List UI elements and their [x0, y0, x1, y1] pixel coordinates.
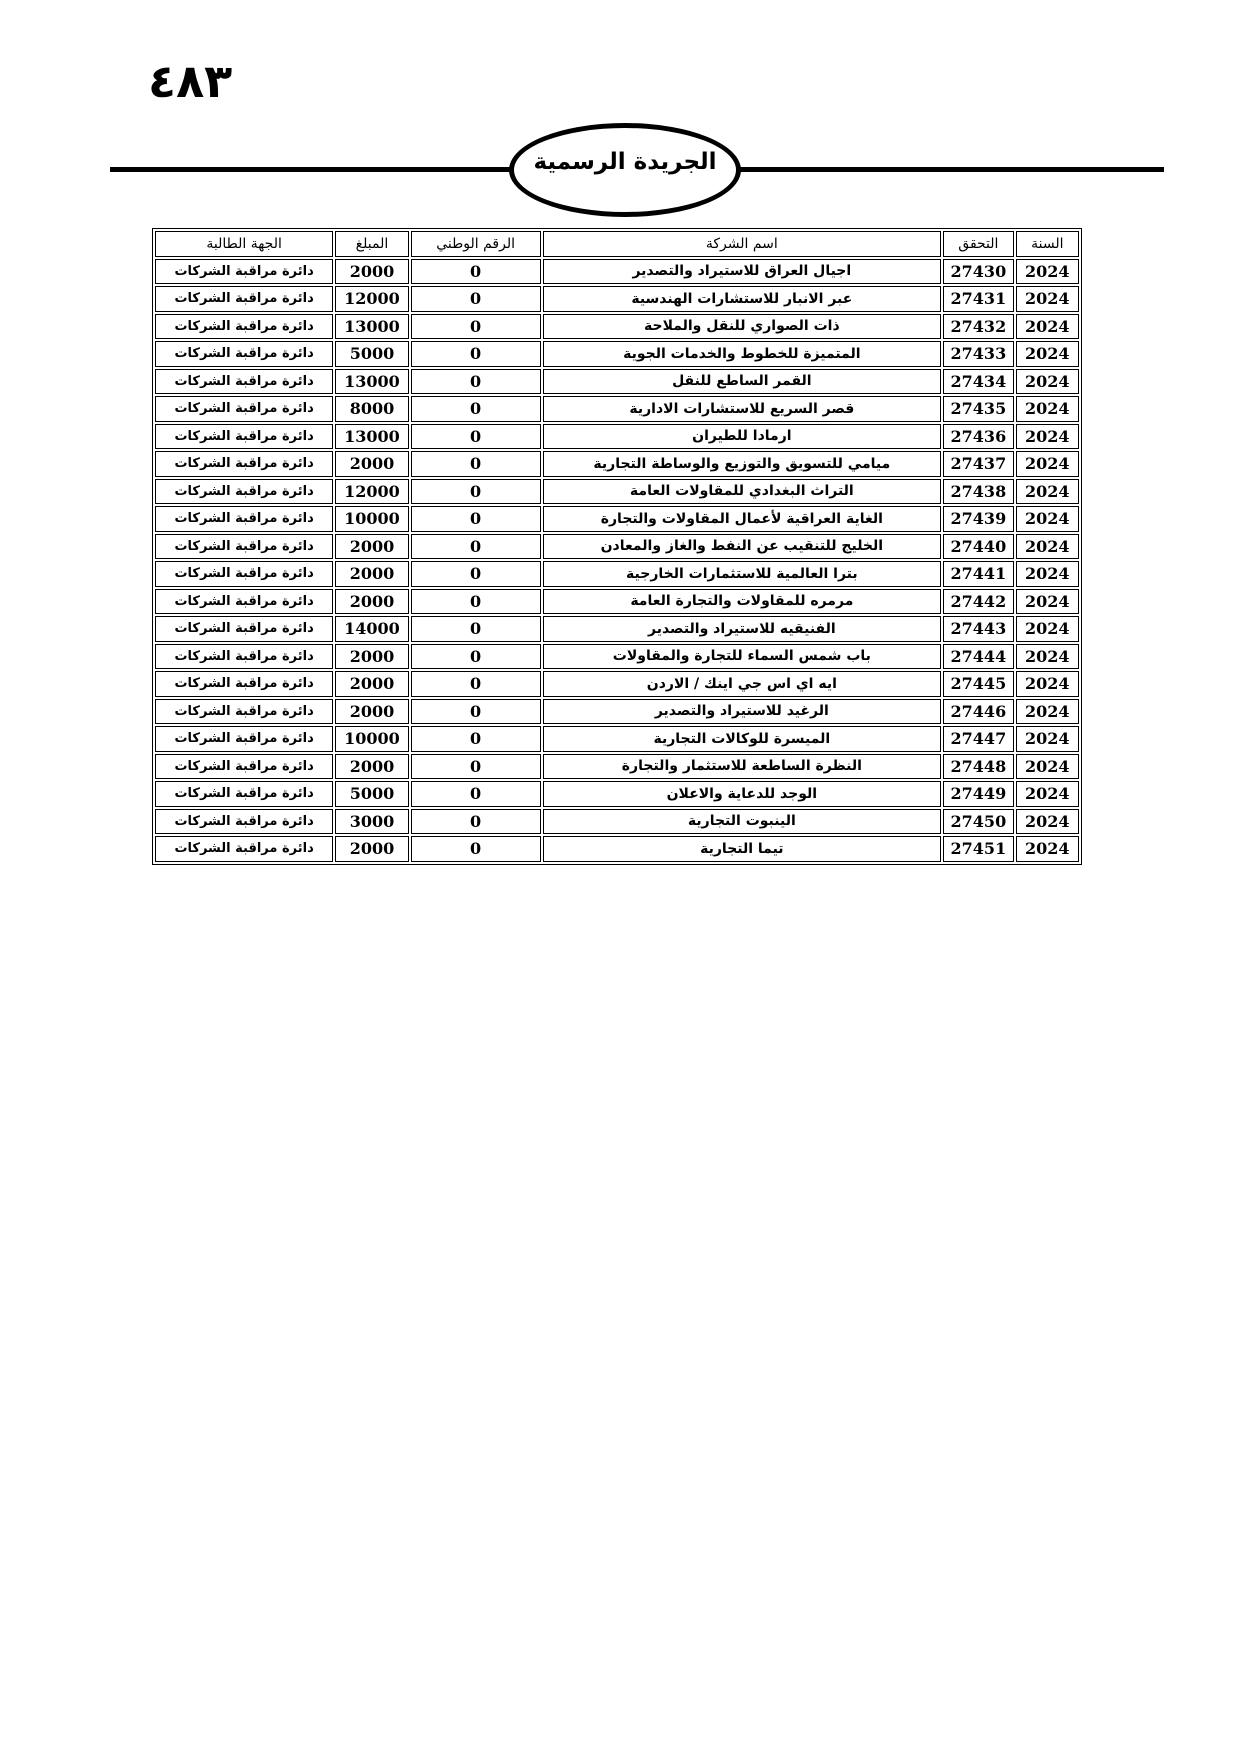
cell-company: قصر السريع للاستشارات الادارية — [543, 396, 942, 422]
cell-company: الفنيقيه للاستيراد والتصدير — [543, 616, 942, 642]
cell-requester: دائرة مراقبة الشركات — [155, 451, 333, 477]
cell-company: التراث البغدادي للمقاولات العامة — [543, 479, 942, 505]
cell-amount: 5000 — [335, 341, 408, 367]
cell-year: 2024 — [1016, 754, 1079, 780]
cell-company: القمر الساطع للنقل — [543, 369, 942, 395]
cell-verification: 27431 — [943, 286, 1013, 312]
cell-requester: دائرة مراقبة الشركات — [155, 836, 333, 862]
cell-year: 2024 — [1016, 479, 1079, 505]
cell-verification: 27439 — [943, 506, 1013, 532]
cell-year: 2024 — [1016, 589, 1079, 615]
table-row — [155, 396, 1079, 422]
table-row — [155, 259, 1079, 285]
cell-requester: دائرة مراقبة الشركات — [155, 754, 333, 780]
header-requester: الجهة الطالبة — [155, 231, 333, 257]
table-row — [155, 561, 1079, 587]
cell-national-no: 0 — [411, 506, 541, 532]
table-row — [155, 589, 1079, 615]
table-row — [155, 369, 1079, 395]
cell-amount: 12000 — [335, 286, 408, 312]
header-rule-right — [738, 167, 1164, 172]
cell-national-no: 0 — [411, 616, 541, 642]
cell-amount: 12000 — [335, 479, 408, 505]
cell-amount: 13000 — [335, 369, 408, 395]
cell-national-no: 0 — [411, 561, 541, 587]
table-row — [155, 671, 1079, 697]
table-row — [155, 644, 1079, 670]
cell-verification: 27430 — [943, 259, 1013, 285]
cell-year: 2024 — [1016, 286, 1079, 312]
cell-requester: دائرة مراقبة الشركات — [155, 259, 333, 285]
cell-year: 2024 — [1016, 561, 1079, 587]
table-row — [155, 726, 1079, 752]
header-verification: التحقق — [943, 231, 1013, 257]
cell-year: 2024 — [1016, 259, 1079, 285]
cell-company: المتميزة للخطوط والخدمات الجوية — [543, 341, 942, 367]
cell-year: 2024 — [1016, 314, 1079, 340]
cell-year: 2024 — [1016, 671, 1079, 697]
cell-national-no: 0 — [411, 809, 541, 835]
cell-national-no: 0 — [411, 314, 541, 340]
cell-national-no: 0 — [411, 671, 541, 697]
header-year: السنة — [1016, 231, 1079, 257]
cell-year: 2024 — [1016, 726, 1079, 752]
gazette-title-oval — [509, 123, 741, 217]
table-row — [155, 699, 1079, 725]
cell-requester: دائرة مراقبة الشركات — [155, 396, 333, 422]
table-row — [155, 286, 1079, 312]
cell-requester: دائرة مراقبة الشركات — [155, 534, 333, 560]
cell-amount: 10000 — [335, 506, 408, 532]
cell-national-no: 0 — [411, 341, 541, 367]
cell-amount: 13000 — [335, 314, 408, 340]
table-row — [155, 781, 1079, 807]
cell-requester: دائرة مراقبة الشركات — [155, 479, 333, 505]
cell-requester: دائرة مراقبة الشركات — [155, 561, 333, 587]
cell-verification: 27443 — [943, 616, 1013, 642]
cell-company: الغاية العراقية لأعمال المقاولات والتجارة — [543, 506, 942, 532]
cell-requester: دائرة مراقبة الشركات — [155, 506, 333, 532]
cell-national-no: 0 — [411, 451, 541, 477]
cell-amount: 2000 — [335, 699, 408, 725]
cell-verification: 27432 — [943, 314, 1013, 340]
cell-verification: 27433 — [943, 341, 1013, 367]
cell-year: 2024 — [1016, 424, 1079, 450]
cell-year: 2024 — [1016, 809, 1079, 835]
cell-company: بترا العالمية للاستثمارات الخارجية — [543, 561, 942, 587]
cell-amount: 2000 — [335, 671, 408, 697]
table-row — [155, 534, 1079, 560]
cell-company: اجيال العراق للاستيراد والتصدير — [543, 259, 942, 285]
cell-verification: 27447 — [943, 726, 1013, 752]
cell-national-no: 0 — [411, 781, 541, 807]
cell-verification: 27434 — [943, 369, 1013, 395]
cell-national-no: 0 — [411, 726, 541, 752]
cell-company: ارمادا للطيران — [543, 424, 942, 450]
cell-company: عبر الانبار للاستشارات الهندسية — [543, 286, 942, 312]
cell-verification: 27449 — [943, 781, 1013, 807]
table-row — [155, 451, 1079, 477]
cell-year: 2024 — [1016, 781, 1079, 807]
cell-requester: دائرة مراقبة الشركات — [155, 699, 333, 725]
cell-company: الميسرة للوكالات التجارية — [543, 726, 942, 752]
companies-table — [152, 228, 1082, 865]
cell-requester: دائرة مراقبة الشركات — [155, 616, 333, 642]
cell-verification: 27438 — [943, 479, 1013, 505]
cell-national-no: 0 — [411, 589, 541, 615]
cell-amount: 2000 — [335, 451, 408, 477]
cell-verification: 27450 — [943, 809, 1013, 835]
cell-verification: 27436 — [943, 424, 1013, 450]
cell-year: 2024 — [1016, 396, 1079, 422]
cell-company: الوجد للدعاية والاعلان — [543, 781, 942, 807]
cell-company: ذات الصواري للنقل والملاحة — [543, 314, 942, 340]
table-row — [155, 314, 1079, 340]
cell-company: ميامي للتسويق والتوزيع والوساطة التجارية — [543, 451, 942, 477]
cell-amount: 2000 — [335, 561, 408, 587]
cell-amount: 3000 — [335, 809, 408, 835]
cell-requester: دائرة مراقبة الشركات — [155, 781, 333, 807]
cell-national-no: 0 — [411, 534, 541, 560]
cell-requester: دائرة مراقبة الشركات — [155, 671, 333, 697]
cell-national-no: 0 — [411, 644, 541, 670]
cell-amount: 2000 — [335, 836, 408, 862]
cell-requester: دائرة مراقبة الشركات — [155, 424, 333, 450]
companies-table-container — [152, 228, 1082, 865]
cell-requester: دائرة مراقبة الشركات — [155, 644, 333, 670]
cell-requester: دائرة مراقبة الشركات — [155, 341, 333, 367]
cell-national-no: 0 — [411, 479, 541, 505]
cell-year: 2024 — [1016, 506, 1079, 532]
cell-verification: 27444 — [943, 644, 1013, 670]
cell-verification: 27448 — [943, 754, 1013, 780]
cell-company: الرغيد للاستيراد والتصدير — [543, 699, 942, 725]
cell-company: الخليج للتنقيب عن النفط والغاز والمعادن — [543, 534, 942, 560]
cell-year: 2024 — [1016, 451, 1079, 477]
cell-verification: 27441 — [943, 561, 1013, 587]
table-row — [155, 616, 1079, 642]
cell-national-no: 0 — [411, 424, 541, 450]
cell-year: 2024 — [1016, 616, 1079, 642]
header-amount: المبلغ — [335, 231, 408, 257]
cell-company: باب شمس السماء للتجارة والمقاولات — [543, 644, 942, 670]
cell-requester: دائرة مراقبة الشركات — [155, 726, 333, 752]
cell-company: مرمره للمقاولات والتجارة العامة — [543, 589, 942, 615]
cell-verification: 27446 — [943, 699, 1013, 725]
table-row — [155, 809, 1079, 835]
table-header-row — [155, 231, 1079, 257]
cell-national-no: 0 — [411, 396, 541, 422]
cell-company: الينبوت التجارية — [543, 809, 942, 835]
cell-year: 2024 — [1016, 534, 1079, 560]
table-row — [155, 479, 1079, 505]
cell-requester: دائرة مراقبة الشركات — [155, 589, 333, 615]
cell-verification: 27435 — [943, 396, 1013, 422]
cell-amount: 2000 — [335, 754, 408, 780]
table-row — [155, 836, 1079, 862]
cell-requester: دائرة مراقبة الشركات — [155, 369, 333, 395]
cell-verification: 27437 — [943, 451, 1013, 477]
table-row — [155, 341, 1079, 367]
table-body — [155, 259, 1079, 862]
cell-national-no: 0 — [411, 699, 541, 725]
table-row — [155, 754, 1079, 780]
cell-national-no: 0 — [411, 836, 541, 862]
cell-verification: 27445 — [943, 671, 1013, 697]
page-number: ٤٨٣ — [148, 54, 233, 108]
cell-requester: دائرة مراقبة الشركات — [155, 809, 333, 835]
cell-company: النظرة الساطعة للاستثمار والتجارة — [543, 754, 942, 780]
cell-year: 2024 — [1016, 369, 1079, 395]
cell-amount: 5000 — [335, 781, 408, 807]
header-rule-left — [110, 167, 512, 172]
cell-requester: دائرة مراقبة الشركات — [155, 314, 333, 340]
cell-national-no: 0 — [411, 754, 541, 780]
cell-amount: 2000 — [335, 259, 408, 285]
table-row — [155, 506, 1079, 532]
header-national-no: الرقم الوطني — [411, 231, 541, 257]
cell-year: 2024 — [1016, 644, 1079, 670]
gazette-title: الجريدة الرسمية — [533, 149, 717, 175]
cell-company: تيما التجارية — [543, 836, 942, 862]
cell-amount: 2000 — [335, 644, 408, 670]
cell-amount: 10000 — [335, 726, 408, 752]
cell-amount: 2000 — [335, 589, 408, 615]
cell-national-no: 0 — [411, 369, 541, 395]
cell-year: 2024 — [1016, 341, 1079, 367]
cell-national-no: 0 — [411, 286, 541, 312]
cell-verification: 27440 — [943, 534, 1013, 560]
header-company: اسم الشركة — [543, 231, 942, 257]
cell-amount: 2000 — [335, 534, 408, 560]
cell-year: 2024 — [1016, 699, 1079, 725]
cell-verification: 27442 — [943, 589, 1013, 615]
cell-verification: 27451 — [943, 836, 1013, 862]
cell-amount: 14000 — [335, 616, 408, 642]
cell-amount: 13000 — [335, 424, 408, 450]
cell-amount: 8000 — [335, 396, 408, 422]
cell-requester: دائرة مراقبة الشركات — [155, 286, 333, 312]
cell-company: ايه اي اس جي اينك / الاردن — [543, 671, 942, 697]
cell-year: 2024 — [1016, 836, 1079, 862]
cell-national-no: 0 — [411, 259, 541, 285]
table-row — [155, 424, 1079, 450]
